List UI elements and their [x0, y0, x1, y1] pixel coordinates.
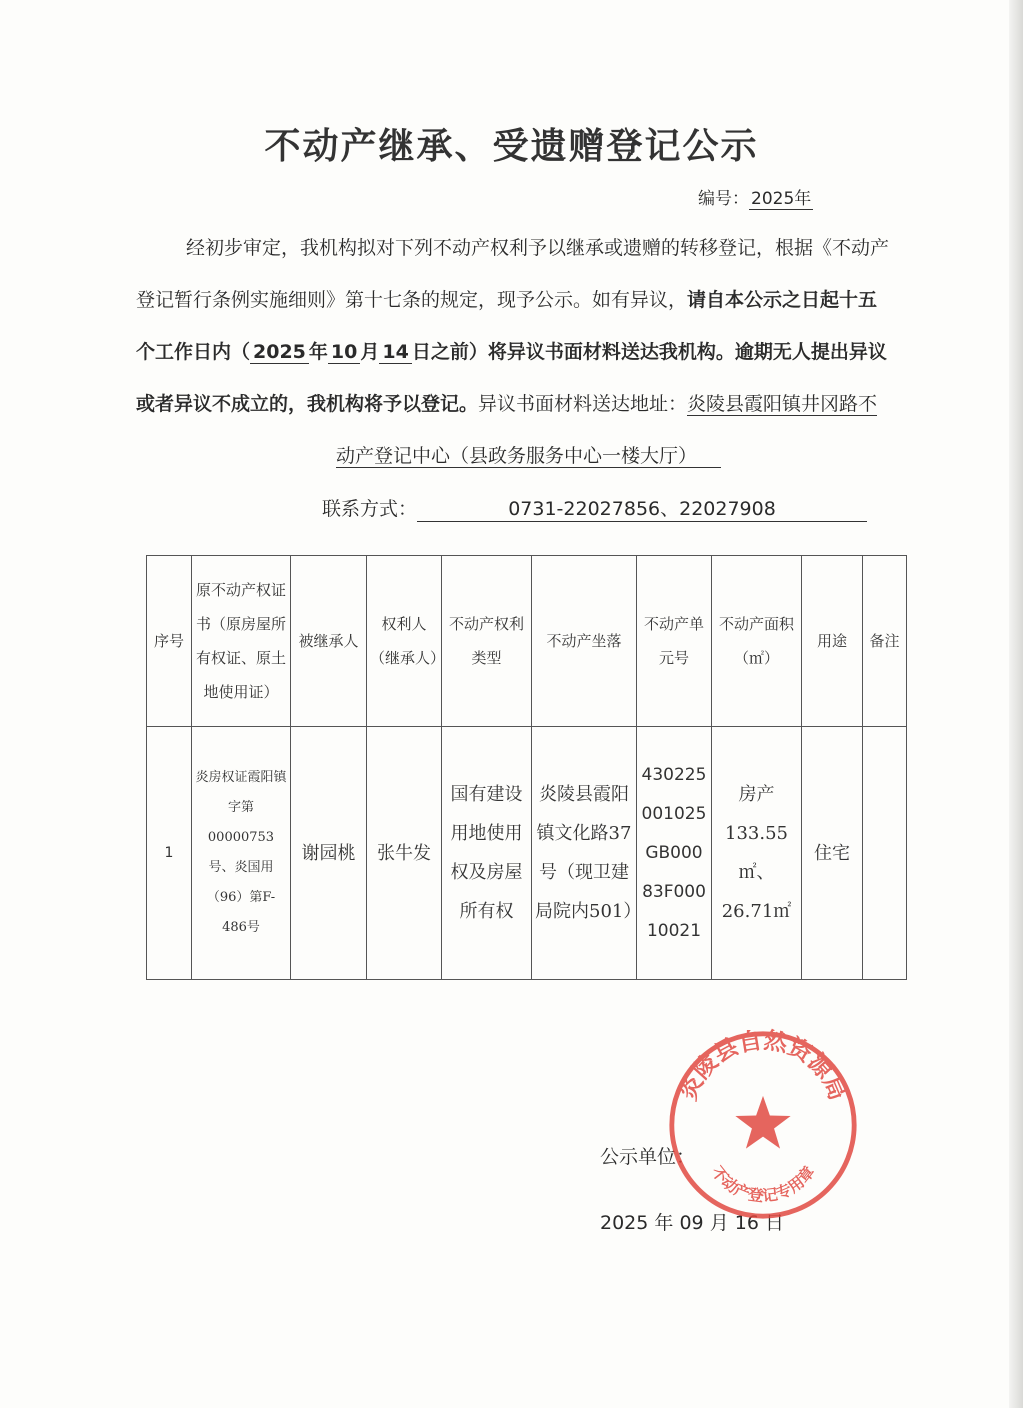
cell-remark	[863, 727, 907, 980]
cell-location: 炎陵县霞阳镇文化路37号（现卫建局院内501）	[532, 727, 637, 980]
notice-line-4a: 或者异议不成立的，我机构将予以登记。	[136, 393, 479, 415]
notice-line-3d: 日之前）将异议书面材料送达我机构。逾期无人提出异议	[411, 341, 887, 363]
publish-date-year: 2025	[600, 1212, 649, 1234]
publish-date-day: 16	[734, 1212, 759, 1234]
document-number-value: 2025年	[751, 189, 812, 209]
svg-text:不动产登记专用章	[708, 1162, 819, 1205]
header-no: 序号	[147, 556, 192, 727]
header-area: 不动产面积（㎡）	[712, 556, 802, 727]
header-right-type: 不动产权利类型	[442, 556, 532, 727]
cell-original-certificate: 炎房权证霞阳镇字第00000753号、炎国用（96）第F-486号	[192, 727, 291, 980]
document-number-label: 编号：	[698, 189, 749, 209]
publish-date-day-char: 日	[765, 1212, 785, 1234]
publish-date-year-char: 年	[654, 1212, 674, 1234]
page-title: 不动产继承、受遗赠登记公示	[264, 125, 759, 167]
contact-label: 联系方式：	[322, 498, 418, 520]
notice-line-3c: 月	[360, 341, 380, 363]
cell-decedent: 谢园桃	[291, 727, 367, 980]
document-number	[698, 184, 813, 209]
objection-deadline-month: 10	[328, 341, 360, 364]
table-row	[147, 727, 907, 980]
page-edge-shadow	[1009, 0, 1023, 1408]
publish-date-month-char: 月	[709, 1212, 729, 1234]
notice-line-4	[136, 378, 877, 430]
objection-deadline-day: 14	[379, 341, 411, 364]
registration-table	[146, 555, 907, 980]
seal-graphic	[672, 1028, 854, 1216]
header-unit-number: 不动产单元号	[637, 556, 712, 727]
notice-line-2a: 登记暂行条例实施细则》第十七条的规定，现予公示。如有异议，	[136, 289, 688, 311]
seal-text-bottom: 不动产登记专用章	[707, 1162, 819, 1206]
publish-date-month: 09	[679, 1212, 704, 1234]
objection-deadline-year: 2025	[250, 341, 309, 364]
notice-line-4b: 异议书面材料送达地址：	[478, 393, 688, 415]
header-usage: 用途	[802, 556, 863, 727]
notice-paragraph	[136, 222, 920, 482]
notice-line-5	[336, 430, 721, 482]
notice-line-1: 经初步审定，我机构拟对下列不动产权利予以继承或遗赠的转移登记，根据《不动产	[186, 237, 890, 259]
contact-info	[322, 494, 867, 522]
cell-area: 房产133.55㎡、26.71㎡	[712, 727, 802, 980]
header-decedent: 被继承人	[291, 556, 367, 727]
cell-no: 1	[147, 727, 192, 980]
svg-text:炎陵县自然资源局	[675, 1028, 851, 1104]
notice-line-2	[136, 274, 877, 326]
table-header-row	[147, 556, 907, 727]
header-original-certificate: 原不动产权证书（原房屋所有权证、原土地使用证）	[192, 556, 291, 727]
cell-unit-number: 430225001025GB00083F00010021	[637, 727, 712, 980]
header-location: 不动产坐落	[532, 556, 637, 727]
official-seal-stamp	[666, 1028, 860, 1222]
header-remark: 备注	[863, 556, 907, 727]
contact-phone: 0731-22027856、22027908	[417, 494, 867, 522]
publishing-unit-label: 公示单位：	[600, 1146, 696, 1168]
cell-usage: 住宅	[802, 727, 863, 980]
cell-heir: 张牛发	[367, 727, 442, 980]
objection-address-part1: 炎陵县霞阳镇井冈路不	[687, 393, 878, 415]
notice-line-2b: 请自本公示之日起十五	[687, 289, 878, 311]
cell-right-type: 国有建设用地使用权及房屋所有权	[442, 727, 532, 980]
notice-line-3	[136, 326, 887, 378]
objection-address-part2: 动产登记中心（县政务服务中心一楼大厅）	[336, 445, 721, 468]
seal-text-top: 炎陵县自然资源局	[674, 1028, 852, 1105]
notice-line-3a: 个工作日内（	[136, 341, 251, 363]
header-heir: 权利人（继承人）	[367, 556, 442, 727]
notice-line-3b: 年	[308, 341, 328, 363]
